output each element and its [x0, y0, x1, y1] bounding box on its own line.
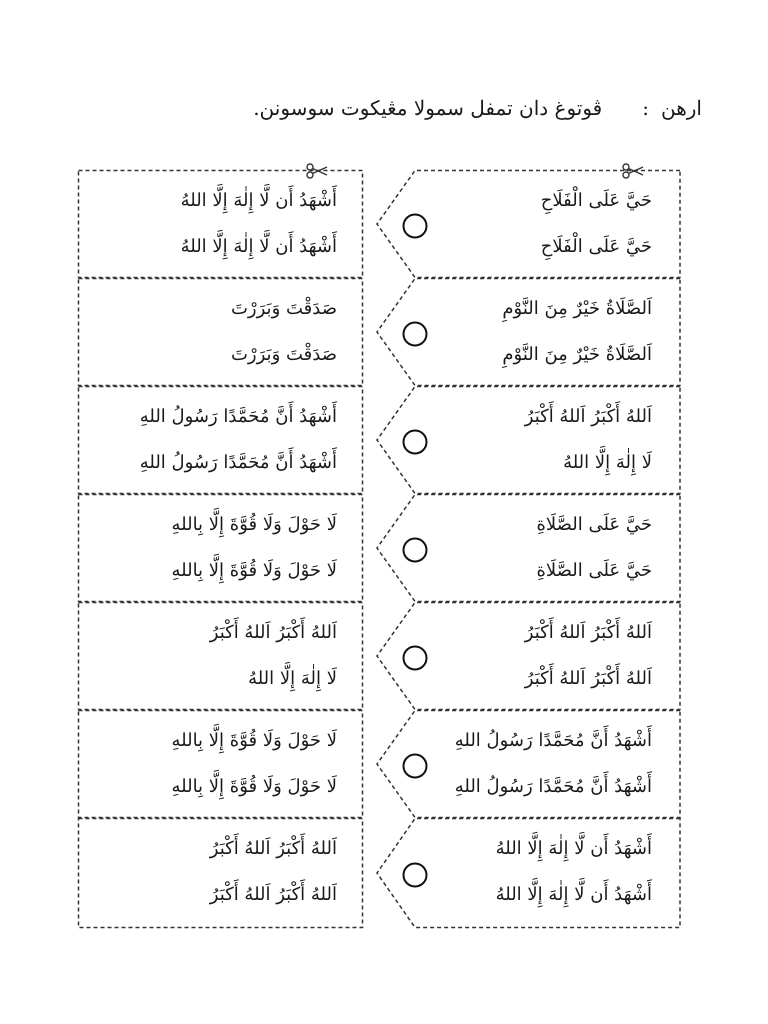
card-line: أَشْهَدُ أَن لَّا إِلٰهَ إِلَّا اللهُ [495, 838, 652, 859]
right-tag-3[interactable] [375, 386, 680, 494]
card-line: اَللهُ أَكْبَرُ اَللهُ أَكْبَرُ [209, 838, 337, 859]
card-line: اَلصَّلَاةُ خَيْرٌ مِنَ النَّوْمِ [502, 344, 652, 365]
punch-hole-icon [404, 755, 427, 778]
card-line: أَشْهَدُ أَنَّ مُحَمَّدًا رَسُولُ اللهِ [454, 730, 652, 751]
card-line: أَشْهَدُ أَنَّ مُحَمَّدًا رَسُولُ اللهِ [139, 452, 337, 473]
left-card-2[interactable] [78, 278, 363, 386]
card-line: لَا حَوْلَ وَلَا قُوَّةَ إِلَّا بِاللهِ [171, 560, 337, 581]
card-line: اَللهُ أَكْبَرُ اَللهُ أَكْبَرُ [209, 884, 337, 905]
left-card-1[interactable] [78, 170, 363, 278]
card-line: أَشْهَدُ أَن لَّا إِلٰهَ إِلَّا اللهُ [495, 884, 652, 905]
card-line: صَدَقْتَ وَبَرَرْتَ [230, 344, 337, 365]
card-line: أَشْهَدُ أَنَّ مُحَمَّدًا رَسُولُ اللهِ [454, 776, 652, 797]
punch-hole-icon [404, 647, 427, 670]
card-line: حَيَّ عَلَى الْفَلَاحِ [540, 236, 652, 257]
card-line: حَيَّ عَلَى الْفَلَاحِ [540, 190, 652, 211]
left-card-column [78, 170, 363, 928]
card-line: أَشْهَدُ أَنَّ مُحَمَّدًا رَسُولُ اللهِ [139, 406, 337, 427]
right-tag-1[interactable] [375, 170, 680, 278]
left-card-5[interactable] [78, 602, 363, 710]
right-tag-6[interactable] [375, 710, 680, 818]
left-card-6[interactable] [78, 710, 363, 818]
card-line: اَلصَّلَاةُ خَيْرٌ مِنَ النَّوْمِ [502, 298, 652, 319]
card-line: اَللهُ أَكْبَرُ اَللهُ أَكْبَرُ [209, 622, 337, 643]
card-line: لَا إِلٰهَ إِلَّا اللهُ [248, 668, 337, 689]
right-tag-7[interactable] [375, 818, 680, 926]
card-line: صَدَقْتَ وَبَرَرْتَ [230, 298, 337, 319]
card-line: اَللهُ أَكْبَرُ اَللهُ أَكْبَرُ [524, 622, 652, 643]
left-card-7[interactable] [78, 818, 363, 926]
right-card-column [375, 170, 680, 928]
left-card-3[interactable] [78, 386, 363, 494]
punch-hole-icon [404, 864, 427, 887]
card-line: لَا حَوْلَ وَلَا قُوَّةَ إِلَّا بِاللهِ [171, 776, 337, 797]
right-tag-2[interactable] [375, 278, 680, 386]
card-line: حَيَّ عَلَى الصَّلَاةِ [536, 560, 652, 581]
card-line: لَا حَوْلَ وَلَا قُوَّةَ إِلَّا بِاللهِ [171, 730, 337, 751]
punch-hole-icon [404, 323, 427, 346]
card-line: لَا حَوْلَ وَلَا قُوَّةَ إِلَّا بِاللهِ [171, 514, 337, 535]
card-line: اَللهُ أَكْبَرُ اَللهُ أَكْبَرُ [524, 668, 652, 689]
instruction-label: ارهن [661, 96, 702, 120]
left-card-4[interactable] [78, 494, 363, 602]
card-line: اَللهُ أَكْبَرُ اَللهُ أَكْبَرُ [524, 406, 652, 427]
instruction [253, 88, 702, 128]
instruction-colon: : [642, 96, 649, 120]
right-tag-4[interactable] [375, 494, 680, 602]
punch-hole-icon [404, 431, 427, 454]
card-line: حَيَّ عَلَى الصَّلَاةِ [536, 514, 652, 535]
punch-hole-icon [404, 539, 427, 562]
punch-hole-icon [404, 215, 427, 238]
card-line: أَشْهَدُ أَن لَّا إِلٰهَ إِلَّا اللهُ [180, 190, 337, 211]
right-tag-5[interactable] [375, 602, 680, 710]
card-line: لَا إِلٰهَ إِلَّا اللهُ [563, 452, 652, 473]
card-line: أَشْهَدُ أَن لَّا إِلٰهَ إِلَّا اللهُ [180, 236, 337, 257]
instruction-text: ڤوتوغ دان تمفل سمولا مڠيکوت سوسونن. [253, 96, 603, 120]
